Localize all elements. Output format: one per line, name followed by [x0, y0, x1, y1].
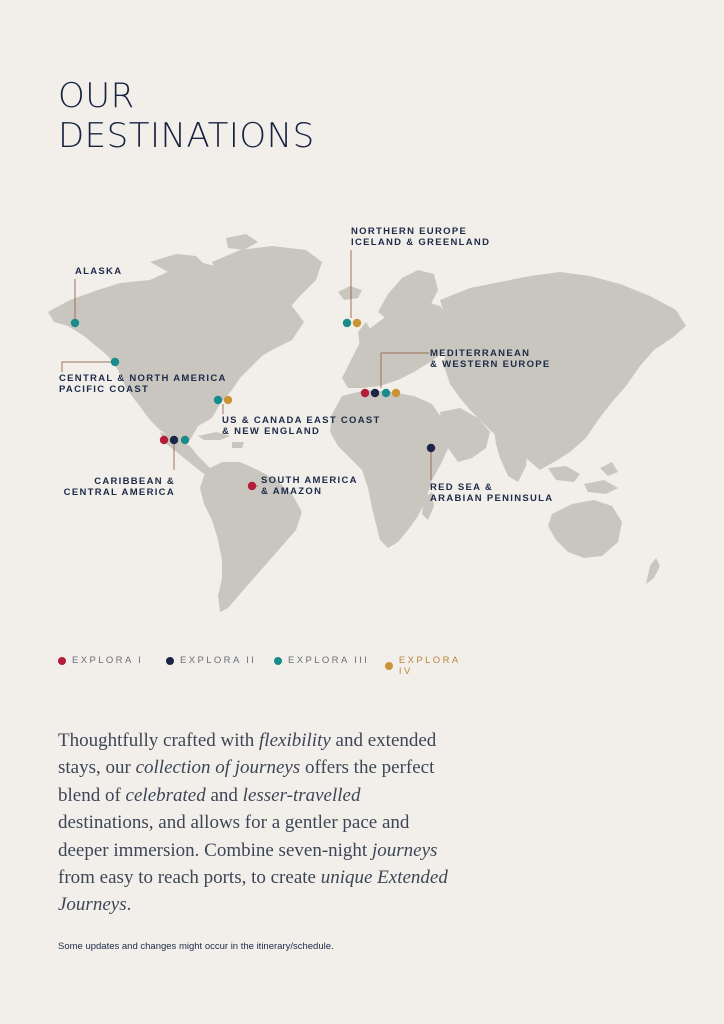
marker-caribbean-explora-i[interactable]: [160, 436, 168, 444]
page-title-line-1: OUR: [58, 76, 135, 116]
intro-paragraph: [58, 727, 458, 919]
legend-dot-explora-iv: [385, 662, 393, 670]
legend-item-explora-i: [58, 655, 143, 666]
label-central-north-america-line-1: CENTRAL & NORTH AMERICA: [59, 373, 227, 384]
page-title-line-2: DESTINATIONS: [58, 116, 315, 156]
marker-mediterranean-explora-ii[interactable]: [371, 389, 379, 397]
label-caribbean[interactable]: [64, 476, 175, 498]
label-northern-europe-line-1: NORTHERN EUROPE: [351, 226, 468, 237]
iceland-landmass: [338, 286, 362, 300]
marker-alaska-explora-iii[interactable]: [71, 319, 79, 327]
label-northern-europe[interactable]: [351, 226, 490, 248]
label-south-america-line-2: & AMAZON: [261, 486, 323, 497]
legend-dot-explora-i: [58, 657, 66, 665]
leader-line-central-north-america: [62, 362, 112, 372]
label-mediterranean-line-1: MEDITERRANEAN: [430, 348, 531, 359]
intro-emphasis-extended-journeys: unique Extended Journeys: [58, 867, 448, 916]
intro-text-6: from easy to reach ports, to create: [58, 867, 321, 889]
label-caribbean-line-2: CENTRAL AMERICA: [63, 487, 175, 498]
legend-label-explora-ii: EXPLORA II: [180, 655, 257, 666]
itinerary-disclaimer: Some updates and changes might occur in the itinerary/schedule.: [58, 941, 334, 952]
intro-emphasis-lesser-travelled: lesser-travelled: [242, 784, 361, 806]
marker-red-sea-explora-ii[interactable]: [427, 444, 435, 452]
label-south-america-line-1: SOUTH AMERICA: [261, 475, 358, 486]
legend-item-explora-ii: [166, 655, 256, 666]
label-mediterranean[interactable]: [430, 348, 551, 370]
marker-mediterranean-explora-iii[interactable]: [382, 389, 390, 397]
legend-dot-explora-ii: [166, 657, 174, 665]
label-us-canada[interactable]: [222, 415, 381, 437]
legend-label-explora-iii: EXPLORA III: [288, 655, 370, 666]
marker-mediterranean-explora-iv[interactable]: [392, 389, 400, 397]
label-mediterranean-line-2: & WESTERN EUROPE: [430, 359, 551, 370]
label-central-north-america[interactable]: [59, 373, 227, 395]
intro-text-5: destinations, and allows for a gentler pace and deeper immersion. Combine seven-night: [58, 812, 410, 861]
label-red-sea-line-1: RED SEA &: [430, 482, 494, 493]
marker-caribbean-explora-ii[interactable]: [170, 436, 178, 444]
intro-emphasis-journeys: journeys: [371, 839, 438, 861]
legend-item-explora-iv: [385, 655, 478, 677]
intro-emphasis-celebrated: celebrated: [125, 784, 206, 806]
southeast-asia-islands: [548, 462, 618, 494]
label-us-canada-line-2: & NEW ENGLAND: [222, 426, 321, 437]
new-zealand-islands: [646, 558, 660, 584]
label-alaska-line-1: ALASKA: [75, 266, 123, 277]
intro-text-2: and extended stays, our: [58, 730, 437, 779]
label-northern-europe-line-2: ICELAND & GREENLAND: [351, 237, 491, 248]
marker-south-america-explora-i[interactable]: [248, 482, 256, 490]
marker-central-north-america-explora-iii[interactable]: [111, 358, 119, 366]
label-south-america[interactable]: [261, 475, 358, 497]
label-central-north-america-line-2: PACIFIC COAST: [59, 384, 150, 395]
ship-legend: [58, 655, 478, 677]
legend-dot-explora-iii: [274, 657, 282, 665]
australia-landmass: [548, 500, 622, 558]
intro-text-1: Thoughtfully crafted with: [58, 730, 260, 751]
marker-us-canada-explora-iv[interactable]: [224, 396, 232, 404]
marker-caribbean-explora-iii[interactable]: [181, 436, 189, 444]
intro-text-4: and: [205, 784, 243, 806]
label-red-sea[interactable]: [430, 482, 553, 504]
marker-mediterranean-explora-i[interactable]: [361, 389, 369, 397]
label-alaska[interactable]: [75, 266, 122, 277]
marker-northern-europe-explora-iii[interactable]: [343, 319, 351, 327]
africa-landmass: [330, 390, 450, 548]
label-us-canada-line-1: US & CANADA EAST COAST: [222, 415, 381, 426]
intro-emphasis-collection: collection of journeys: [135, 757, 301, 779]
marker-northern-europe-explora-iv[interactable]: [353, 319, 361, 327]
marker-us-canada-explora-iii[interactable]: [214, 396, 222, 404]
label-red-sea-line-2: ARABIAN PENINSULA: [430, 493, 554, 504]
intro-text-7: .: [126, 894, 132, 916]
legend-label-explora-i: EXPLORA I: [72, 655, 144, 666]
legend-label-explora-iv: EXPLORA IV: [398, 655, 461, 677]
label-caribbean-line-1: CARIBBEAN &: [94, 476, 175, 487]
intro-text-3: offers the perfect blend of: [58, 757, 435, 806]
legend-item-explora-iii: [274, 655, 369, 666]
intro-emphasis-flexibility: flexibility: [259, 730, 331, 751]
